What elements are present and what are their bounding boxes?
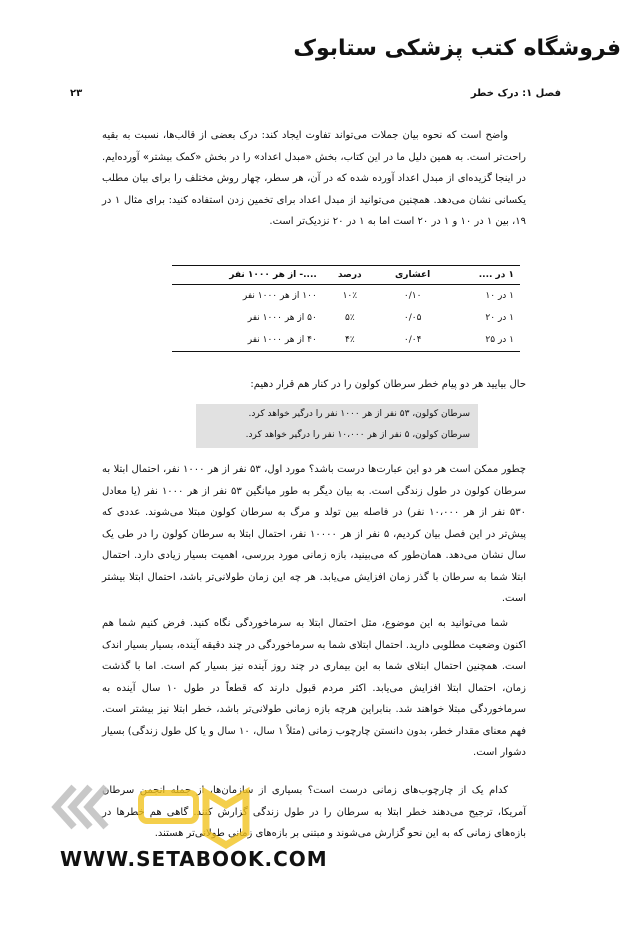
table-row [172,285,520,308]
store-banner: فروشگاه کتب پزشکی ستابوک [293,36,621,61]
cell-percent: ۵٪ [345,313,355,323]
cell-per-thousand: ۱۰۰ از هر ۱۰۰۰ نفر [242,291,317,301]
table-header-row [172,266,520,285]
cell-per-thousand: ۵۰ از هر ۱۰۰۰ نفر [247,313,317,323]
paragraph-compare: حال بیایید هر دو پیام خطر سرطان کولون را در کنار هم قرار دهیم: [250,379,526,390]
cell-percent: ۱۰٪ [342,291,358,301]
table-row [172,307,520,329]
watermark-url: WWW.SETABOOK.COM [60,847,328,871]
cell-one-in: ۱ در ۲۵ [448,329,520,352]
header-decimal: اعشاری [377,266,449,285]
paragraph-time-frames: کدام یک از چارچوب‌های زمانی درست است؟ بسیاری از سازمان‌ها، از جمله انجمن سرطان آمریکا، ترجیح می‌دهند خطر ابتلا به سرطان را در طول زندگی گزارش کنند. گاهی هم خطرها در بازه‌های زمانی که به این نحو گزارش می‌شوند و مبتنی بر بازه‌های زمانی طولانی‌تر هستند. [102,785,526,839]
cell-one-in: ۱ در ۲۰ [485,313,514,323]
chapter-title: فصل ۱: درک خطر [470,88,561,99]
paragraph-intro: واضح است که نحوه بیان جملات می‌تواند تفاوت ایجاد کند: درک بعضی از قالب‌ها، نسبت به بقیه راحت‌تر است. به همین دلیل ما در این کتاب، بخش «مبدل اعداد» را در بخش «کمک بیشتر» آورده‌ایم. در اینجا گزیده‌ای از مبدل اعداد آورده شده که در آن، هر سطر، چهار روش مختلف را برای بیان مطلب یکسانی نشان می‌دهد. همچنین می‌توانید از مبدل اعداد برای تخمین زدن استفاده کنید: برای مثال ۱ در ۱۹، بین ۱ در ۱۰ و ۱ در ۲۰ است اما به ۱ در ۲۰ نزدیک‌تر است. [102,130,526,227]
paragraph-explanation: چطور ممکن است هر دو این عبارت‌ها درست باشد؟ مورد اول، ۵۳ نفر از هر ۱۰۰۰ نفر، احتمال ابتلا به سرطان کولون در طول زندگی است. به بیان دیگر به طور میانگین ۵۳ نفر از هر ۱۰۰۰ نفر (یا معادل ۵۳۰ نفر از هر ۱۰،۰۰۰ نفر) در فاصله بین تولد و مرگ به سرطان کولون مبتلا می‌شوند. عددی که پیش‌تر در این فصل بیان کردیم، ۵ نفر از هر ۱۰۰۰۰ نفر، احتمال ابتلا به سرطان کولون را در طی یک سال نشان می‌دهد. همان‌طور که می‌بینید، بازه زمانی مورد بررسی، اهمیت بسیار زیادی دارد. احتمال ابتلا شما به سرطان با گذر زمان افزایش می‌یابد. هر چه این زمان طولانی‌تر باشد، احتمال ابتلا بیشتر است. [102,464,526,604]
header-per-thousand: ....- از هر ۱۰۰۰ نفر [172,266,323,285]
cell-decimal: ۰/۰۴ [377,329,449,352]
cell-per-thousand: ۴۰ از هر ۱۰۰۰ نفر [172,329,323,352]
box-line-1: سرطان کولون، ۵۳ نفر از هر ۱۰۰۰ نفر را درگیر خواهد کرد. [248,409,470,419]
paragraph-cold-analogy: شما می‌توانید به این موضوع، مثل احتمال ابتلا به سرماخوردگی نگاه کنید. فرض کنیم شما هم اکنون وضعیت مطلوبی دارید. احتمال ابتلای شما به سرماخوردگی در چند دقیقه آینده، بسیار بسیار اندک است. همچنین احتمال ابتلای شما به این بیماری در چند روز آینده نیز بسیار کم است. اما با گذشت زمان، احتمال ابتلا افزایش می‌یابد. اکثر مردم قبول دارند که قطعاً در طول ۱۰ سال آینده به سرماخوردگی مبتلا خواهند شد. بنابراین هرچه بازه زمانی طولانی‌تر باشد، خطر ابتلا نیز بیشتر است. فهم معنای مقدار خطر، بدون دانستن چارچوب زمانی (مثلاً ۱ سال، ۱۰ سال و یا کل طول زندگی) بسیار دشوار است. [102,618,527,758]
box-line-2: سرطان کولون، ۵ نفر از هر ۱۰،۰۰۰ نفر را درگیر خواهد کرد. [245,430,470,440]
highlight-box [196,404,478,448]
risk-converter-table [172,265,520,352]
header-percent: درصد [323,266,377,285]
table-row [172,329,520,352]
page-number: ۲۳ [70,88,83,99]
cell-decimal: ۰/۱۰ [403,291,422,301]
cell-one-in: ۱ در ۱۰ [485,291,514,301]
running-head [60,88,583,104]
cell-decimal: ۰/۰۵ [403,313,422,323]
header-one-in: ۱ در .... [448,266,520,285]
cell-percent: ۴٪ [323,329,377,352]
